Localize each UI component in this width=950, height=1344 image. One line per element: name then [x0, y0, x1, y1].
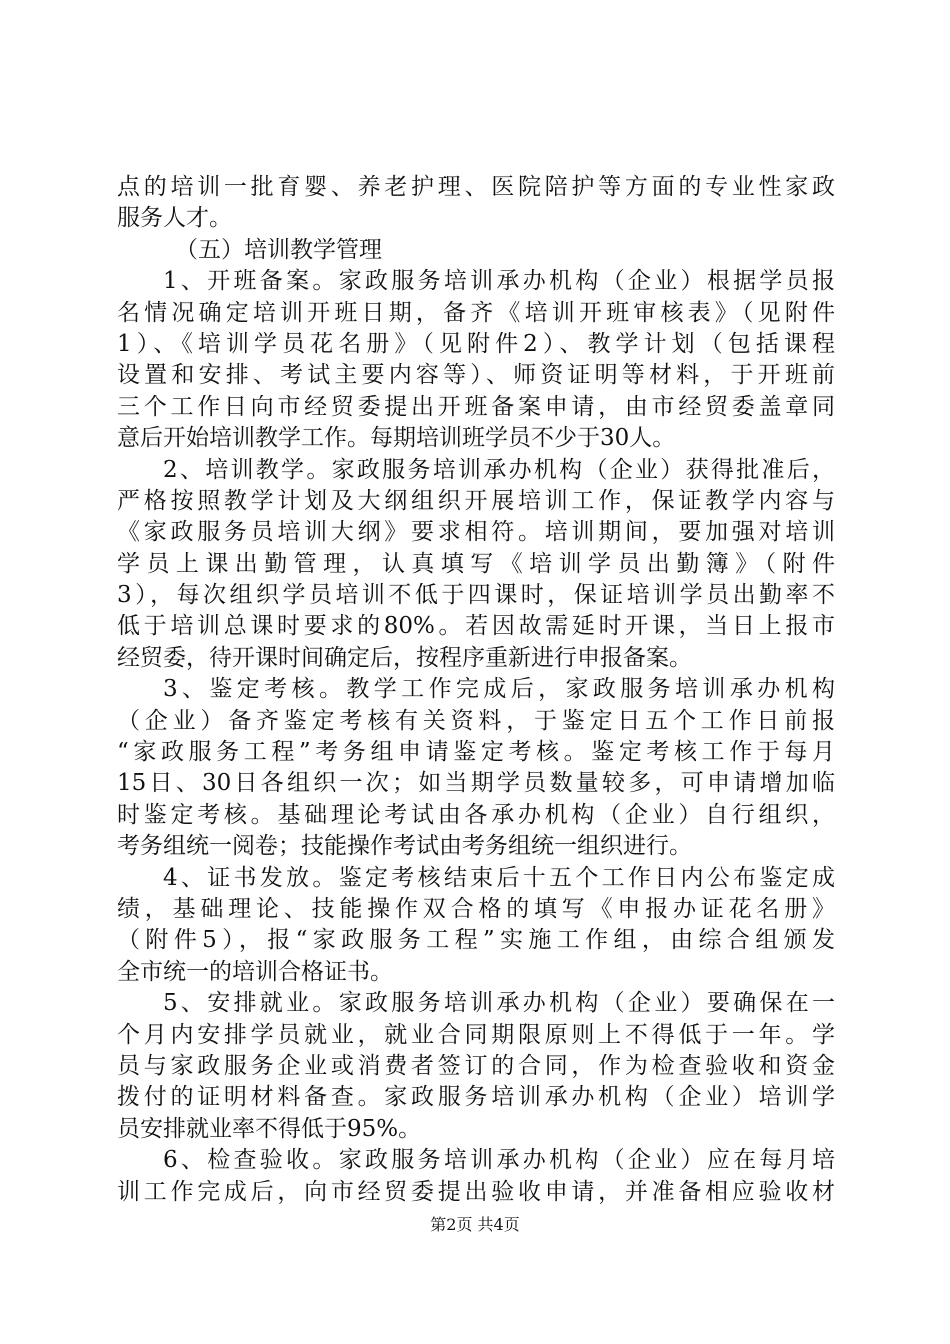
text-line: 训工作完成后，向市经贸委提出验收申请，并准备相应验收材 [117, 1178, 835, 1205]
text-line: 学员上课出勤管理，认真填写《培训学员出勤簿》（附件 [117, 550, 835, 577]
text-line: 1）、《培训学员花名册》（见附件2）、教学计划（包括课程 [117, 330, 835, 357]
text-line: 低于培训总课时要求的80%。若因故需延时开课，当日上报市 [117, 613, 835, 640]
text-line: 15日、30日各组织一次；如当期学员数量较多，可申请增加临 [117, 770, 835, 797]
text-line: “家政服务工程”考务组申请鉴定考核。鉴定考核工作于每月 [117, 739, 835, 766]
text-line: 6、检查验收。家政服务培训承办机构（企业）应在每月培 [163, 1147, 835, 1174]
text-line: 1、开班备案。家政服务培训承办机构（企业）根据学员报 [163, 268, 835, 295]
text-line: 3），每次组织学员培训不低于四课时，保证培训学员出勤率不 [117, 582, 835, 609]
text-line: 时鉴定考核。基础理论考试由各承办机构（企业）自行组织， [117, 801, 835, 828]
text-line: （企业）备齐鉴定考核有关资料，于鉴定日五个工作日前报 [117, 707, 835, 734]
text-line: 拨付的证明材料备查。家政服务培训承办机构（企业）培训学 [117, 1084, 835, 1111]
text-line: 2、培训教学。家政服务培训承办机构（企业）获得批准后， [163, 456, 835, 483]
text-line: 设置和安排、考试主要内容等）、师资证明等材料，于开班前 [117, 362, 835, 389]
text-line: 考务组统一阅卷；技能操作考试由考务组统一组织进行。 [117, 833, 692, 860]
text-line: 全市统一的培训合格证书。 [117, 958, 393, 985]
text-line: 《家政服务员培训大纲》要求相符。培训期间，要加强对培训 [117, 519, 835, 546]
text-line: 名情况确定培训开班日期，备齐《培训开班审核表》（见附件 [117, 299, 835, 326]
page-footer: 第2页 共4页 [430, 1215, 520, 1234]
text-line: 服务人才。 [117, 205, 232, 232]
document-body [117, 172, 835, 1208]
text-line: （附件5），报“家政服务工程”实施工作组，由综合组颁发 [117, 927, 835, 954]
text-line: 三个工作日向市经贸委提出开班备案申请，由市经贸委盖章同 [117, 393, 835, 420]
text-line: 4、证书发放。鉴定考核结束后十五个工作日内公布鉴定成 [163, 864, 835, 891]
text-line: 严格按照教学计划及大纲组织开展培训工作，保证教学内容与 [117, 487, 835, 514]
text-line: 员安排就业率不得低于95%。 [117, 1115, 422, 1142]
text-line: 意后开始培训教学工作。每期培训班学员不少于30人。 [117, 425, 676, 452]
text-line: 经贸委，待开课时间确定后，按程序重新进行申报备案。 [117, 644, 692, 671]
text-line: 绩，基础理论、技能操作双合格的填写《申报办证花名册》 [117, 895, 835, 922]
text-line: 个月内安排学员就业，就业合同期限原则上不得低于一年。学 [117, 1021, 835, 1048]
text-line: 3、鉴定考核。教学工作完成后，家政服务培训承办机构 [163, 676, 835, 703]
text-line: 点的培训一批育婴、养老护理、医院陪护等方面的专业性家政 [117, 174, 835, 200]
text-line: 5、安排就业。家政服务培训承办机构（企业）要确保在一 [163, 990, 835, 1017]
text-line: （五）培训教学管理 [175, 236, 382, 263]
text-line: 员与家政服务企业或消费者签订的合同，作为检查验收和资金 [117, 1052, 835, 1079]
